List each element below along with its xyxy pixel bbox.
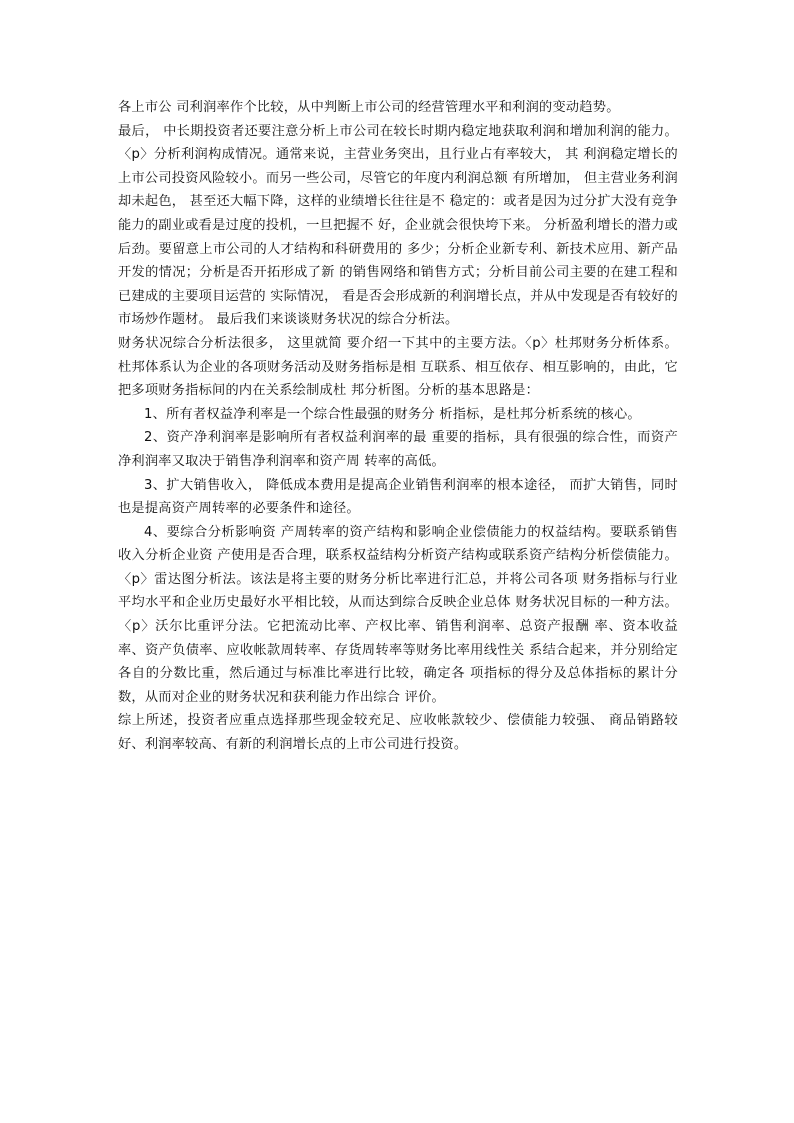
paragraph-4: 1、所有者权益净利率是一个综合性最强的财务分 析指标，是杜邦分析系统的核心。: [144, 406, 641, 422]
paragraph-7: 4、要综合分析影响资 产周转率的资产结构和影响企业偿债能力的权益结构。要联系销售收入分析企业资 产使用是否合理，联系权益结构分析资产结构或联系资产结构分析偿债能力。 〈p〉雷达图分析法。该法是将主要的财务分析比率进行汇总，并将公司各项 财务指标与行业平均水平和企业历史最好水平相比较，从而达到综合反映企业总体 财务状况目标的一种方法。 〈p〉沃尔比重评分法。它把流动比率、产权比率、销售利润率、总资产报酬 率、资本收益率、资产负债率、应收帐款周转率、存货周转率等财务比率用线性关 系结合起来，并分别给定各自的分数比重，然后通过与标准比率进行比较，确定各 项指标的得分及总体指标的累计分数，从而对企业的财务状况和获利能力作出综合 评价。: [118, 524, 678, 705]
paragraph-3: 财务状况综合分析法很多， 这里就简 要介绍一下其中的主要方法。〈p〉杜邦财务分析体系。杜邦体系认为企业的各项财务活动及财务指标是相 互联系、相互依存、相互影响的，由此，它把多项财务指标间的内在关系绘制成杜 邦分析图。分析的基本思路是：: [118, 335, 678, 399]
paragraph-2: 最后， 中长期投资者还要注意分析上市公司在较长时期内稳定地获取利润和增加利润的能力。〈p〉分析利润构成情况。通常来说，主营业务突出，且行业占有率较大， 其 利润稳定增长的上市公司投资风险较小。而另一些公司，尽管它的年度内利润总额 有所增加， 但主营业务利润却未起色， 甚至还大幅下降，这样的业绩增长往往是不 稳定的：或者是因为过分扩大没有竞争能力的副业或看是过度的投机，一旦把握不 好，企业就会很快垮下来。 分析盈利增长的潜力或后劲。要留意上市公司的人才结构和科研费用的 多少；分析企业新专利、新技术应用、新产品开发的情况；分析是否开拓形成了新 的销售网络和销售方式；分析目前公司主要的在建工程和已建成的主要项目运营的 实际情况， 看是否会形成新的利润增长点，并从中发现是否有较好的市场炒作题材。 最后我们来谈谈财务状况的综合分析法。: [118, 123, 678, 328]
paragraph-8: 综上所述，投资者应重点选择那些现金较充足、应收帐款较少、偿债能力较强、 商品销路较好、利润率较高、有新的利润增长点的上市公司进行投资。: [118, 713, 678, 753]
paragraph-5: 2、资产净利润率是影响所有者权益利润率的最 重要的指标，具有很强的综合性，而资产净利润率又取决于销售净利润率和资产周 转率的高低。: [118, 430, 678, 469]
paragraph-1: 各上市公 司利润率作个比较，从中判断上市公司的经营管理水平和利润的变动趋势。: [118, 100, 620, 115]
document-body: [118, 96, 678, 757]
paragraph-6: 3、扩大销售收入， 降低成本费用是提高企业销售利润率的根本途径， 而扩大销售，同时也是提高资产周转率的必要条件和途径。: [118, 477, 678, 517]
